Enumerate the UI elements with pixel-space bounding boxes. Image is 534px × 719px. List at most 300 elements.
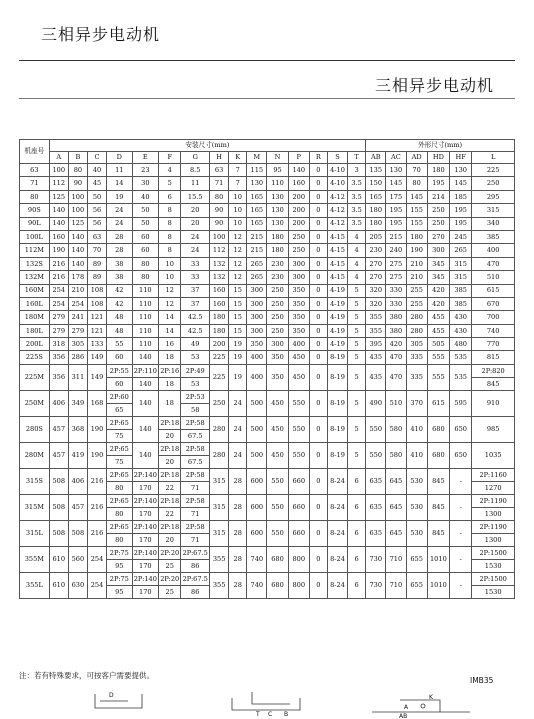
table-cell: 71 [181,481,210,494]
table-cell: 121 [87,311,106,324]
table-row [20,177,515,190]
table-cell: 15.5 [181,190,210,203]
table-cell: 115 [247,164,267,177]
table-cell: - [450,468,472,494]
table-row [20,416,515,429]
table-cell: 600 [247,520,267,546]
table-cell: 280 [406,311,427,324]
table-cell: 2P:110 [132,364,159,377]
column-header-t: T [348,152,366,164]
table-cell: 0 [309,217,327,230]
table-cell: 315 [210,494,229,520]
table-cell: 2P:58 [181,494,210,507]
table-cell: 250 [288,230,309,243]
table-cell: 2P:1500 [472,572,515,585]
table-cell: 180 [210,324,229,337]
table-cell: 315 [450,271,472,284]
table-cell: 470 [386,364,406,390]
table-cell: 650 [450,416,472,442]
frame-cell: 315M [20,494,50,520]
table-cell: 216 [87,468,106,494]
table-cell: 20 [181,217,210,230]
table-cell: 28 [229,494,247,520]
table-cell: 48 [107,311,132,324]
table-cell: 710 [386,572,406,598]
table-cell: 28 [107,244,132,257]
column-header-p: P [288,152,309,164]
table-cell: 3.5 [348,177,366,190]
table-cell: 63 [87,230,106,243]
table-cell: 255 [406,297,427,310]
table-cell: 12 [229,244,247,257]
table-cell: 4-12 [327,190,347,203]
table-cell: 2P:1190 [472,520,515,533]
table-cell: 130 [267,190,288,203]
table-cell: 6 [348,520,366,546]
table-cell: 216 [49,271,68,284]
table-cell: 65 [107,403,132,416]
table-cell: 1270 [472,481,515,494]
foot-outline [252,692,290,704]
table-cell: 680 [267,572,288,598]
table-cell: - [450,494,472,520]
table-cell: 165 [247,204,267,217]
table-cell: 0 [309,311,327,324]
table-cell: 67.5 [181,455,210,468]
table-cell: 5 [348,416,366,442]
table-cell: 1300 [472,533,515,546]
table-cell: 130 [450,164,472,177]
table-cell: 89 [87,257,106,270]
table-cell: 450 [288,351,309,364]
frame-cell: 180L [20,324,50,337]
table-cell: 600 [247,494,267,520]
table-cell: 0 [309,520,327,546]
table-row [20,338,515,351]
table-cell: 410 [406,442,427,468]
table-cell: 280 [210,442,229,468]
table-cell: 100 [68,190,87,203]
table-cell: 205 [366,230,386,243]
table-cell: 0 [309,204,327,217]
table-cell: 5 [159,177,181,190]
table-cell: 550 [267,494,288,520]
table-cell: 100 [68,204,87,217]
table-cell: 4-10 [327,177,347,190]
table-cell: 315 [210,520,229,546]
table-cell: 4-10 [327,164,347,177]
table-cell: 49 [181,338,210,351]
table-cell: 53 [181,377,210,390]
table-cell: 4-19 [327,324,347,337]
table-cell: 270 [427,230,449,243]
table-cell: 370 [406,390,427,416]
table-cell: 0 [309,572,327,598]
table-cell: 140 [49,217,68,230]
table-cell: 89 [87,271,106,284]
table-cell: 28 [229,468,247,494]
table-cell: 845 [427,468,449,494]
table-cell: 3 [348,164,366,177]
column-header-hd: HD [427,152,449,164]
table-cell: 14 [107,177,132,190]
table-row [20,324,515,337]
frame-cell: 132S [20,257,50,270]
table-row [20,311,515,324]
frame-cell: 112M [20,244,50,257]
table-cell: 0 [309,468,327,494]
table-cell: 275 [386,271,406,284]
table-cell: 0 [309,338,327,351]
table-cell: 80 [107,507,132,520]
table-row [20,164,515,177]
table-cell: 11 [107,164,132,177]
frame-cell: 225M [20,364,50,390]
table-cell: 67.5 [181,429,210,442]
table-cell: 100 [210,230,229,243]
frame-cell: 100L [20,230,50,243]
column-header-ad: AD [406,152,427,164]
table-cell: 190 [406,244,427,257]
table-cell: 75 [107,429,132,442]
table-cell: 8 [159,217,181,230]
table-cell: 10 [229,190,247,203]
table-cell: 210 [68,284,87,297]
table-cell: 250 [472,177,515,190]
table-cell: 0 [309,351,327,364]
table-cell: 4-19 [327,338,347,351]
column-header-r: R [309,152,327,164]
table-cell: 230 [267,257,288,270]
mounting-sketch [0,684,534,719]
table-row [20,284,515,297]
table-cell: 112 [210,244,229,257]
table-cell: 985 [472,416,515,442]
table-cell: 160 [210,297,229,310]
table-cell: 2P:65 [107,520,132,533]
table-cell: 200 [288,204,309,217]
table-cell: 22 [159,481,181,494]
table-cell: 165 [366,190,386,203]
column-header-k: K [229,152,247,164]
table-cell: 145 [386,177,406,190]
table-cell: 1300 [472,507,515,520]
table-cell: 0 [309,546,327,572]
table-cell: 535 [450,364,472,390]
table-cell: 5 [348,297,366,310]
table-cell: 121 [87,324,106,337]
table-cell: 1530 [472,585,515,598]
table-cell: 330 [386,297,406,310]
table-cell: 560 [68,546,87,572]
table-cell: 550 [288,416,309,442]
table-cell: 70 [406,164,427,177]
table-cell: 645 [386,520,406,546]
table-cell: 670 [472,297,515,310]
table-cell: 133 [87,338,106,351]
table-cell: 160 [49,230,68,243]
table-cell: 300 [288,271,309,284]
table-cell: 2P:140 [132,572,159,585]
table-cell: 740 [247,572,267,598]
table-cell: 4-15 [327,271,347,284]
table-row [20,244,515,257]
table-cell: 225 [472,164,515,177]
table-cell: 24 [229,442,247,468]
table-cell: 335 [406,351,427,364]
table-cell: 0 [309,190,327,203]
table-cell: 295 [472,190,515,203]
table-cell: 845 [427,520,449,546]
table-cell: 19 [229,338,247,351]
table-cell: 350 [267,364,288,390]
table-row [20,230,515,243]
table-cell: 420 [427,284,449,297]
table-cell: 80 [107,533,132,546]
table-cell: 368 [68,416,87,442]
table-row [20,271,515,284]
table-cell: 5 [348,284,366,297]
table-cell: 190 [87,442,106,468]
table-cell: 71 [210,177,229,190]
table-cell: 18 [159,351,181,364]
table-cell: 2P:18 [159,468,181,481]
table-cell: 355 [366,311,386,324]
table-cell: 0 [309,284,327,297]
table-cell: 395 [366,338,386,351]
table-cell: 178 [68,271,87,284]
table-cell: 56 [87,217,106,230]
table-cell: 60 [107,377,132,390]
table-cell: 155 [406,217,427,230]
frame-cell: 90L [20,217,50,230]
table-cell: 130 [386,164,406,177]
table-cell: 300 [288,257,309,270]
table-cell: 71 [181,507,210,520]
table-cell: 145 [450,177,472,190]
frame-cell: 200L [20,338,50,351]
table-cell: 140 [68,230,87,243]
table-cell: 279 [49,311,68,324]
table-cell: 20 [181,204,210,217]
table-cell: 680 [427,442,449,468]
table-cell: 510 [386,390,406,416]
frame-cell: 80 [20,190,50,203]
table-cell: 345 [427,257,449,270]
sketch-label-B: B [284,711,289,718]
column-header-ac: AC [386,152,406,164]
table-cell: 8.5 [181,164,210,177]
table-cell: 340 [472,217,515,230]
column-header-ab: AB [366,152,386,164]
table-cell: 0 [309,177,327,190]
table-cell: 300 [247,324,267,337]
table-cell: 400 [472,244,515,257]
table-cell: 23 [132,164,159,177]
table-cell: 5 [348,351,366,364]
table-cell: 8-24 [327,546,347,572]
table-cell: 8-19 [327,416,347,442]
sketch-label-D: D [109,692,114,699]
table-cell: 270 [366,271,386,284]
table-cell: 165 [247,190,267,203]
table-cell: 350 [288,311,309,324]
section-title: 三相异步电动机 [374,76,494,95]
table-cell: 345 [427,271,449,284]
table-cell: 680 [427,416,449,442]
sketch-label-C: C [268,711,273,718]
column-header-l: L [472,152,515,164]
table-cell: 11 [181,177,210,190]
table-cell: 216 [49,257,68,270]
table-cell: 160 [210,284,229,297]
table-cell: 845 [472,377,515,390]
table-cell: 50 [132,204,159,217]
table-cell: 2P:75 [107,546,132,559]
table-cell: 530 [406,468,427,494]
table-cell: 279 [68,324,87,337]
table-cell: 28 [229,546,247,572]
table-cell: 15 [229,324,247,337]
dimension-table [19,139,515,599]
table-cell: 305 [68,338,87,351]
table-cell: 2P:67.5 [181,546,210,559]
table-column-header-row [20,152,515,164]
column-header-g: G [181,152,210,164]
table-cell: 0 [309,230,327,243]
column-header-s: S [327,152,347,164]
table-cell: 660 [288,520,309,546]
table-cell: 335 [406,364,427,390]
table-row [20,364,515,377]
table-cell: 550 [267,468,288,494]
table-cell: 140 [132,390,159,416]
table-cell: 200 [210,338,229,351]
table-cell: 740 [247,546,267,572]
table-cell: 149 [87,351,106,364]
table-cell: 195 [450,204,472,217]
table-cell: 530 [406,494,427,520]
table-cell: 90 [210,204,229,217]
table-cell: 195 [386,204,406,217]
table-cell: 410 [406,416,427,442]
table-cell: 2P:1190 [472,494,515,507]
table-cell: 15 [229,284,247,297]
frame-cell: 315S [20,468,50,494]
column-header-b: B [68,152,87,164]
table-cell: 12 [229,230,247,243]
table-cell: 600 [247,468,267,494]
table-cell: 170 [132,481,159,494]
table-cell: 58 [181,403,210,416]
table-cell: 5 [348,338,366,351]
table-cell: 145 [406,190,427,203]
table-cell: 2P:58 [181,442,210,455]
table-cell: 2P:75 [107,572,132,585]
table-row [20,217,515,230]
table-cell: 250 [267,311,288,324]
table-cell: 500 [247,442,267,468]
table-cell: 4-15 [327,244,347,257]
table-cell: 215 [386,230,406,243]
table-cell: 45 [87,177,106,190]
table-cell: 2P:58 [181,468,210,481]
table-cell: 635 [366,520,386,546]
sketch-label-A: A [404,704,409,711]
table-cell: 490 [366,390,386,416]
table-cell: 140 [49,204,68,217]
table-cell: 505 [427,338,449,351]
table-cell: 180 [210,311,229,324]
table-cell: 4 [348,257,366,270]
table-cell: 130 [267,217,288,230]
table-cell: 470 [386,351,406,364]
frame-cell: 280S [20,416,50,442]
table-cell: 635 [366,494,386,520]
table-cell: 450 [288,364,309,390]
table-cell: 140 [132,416,159,442]
table-cell: 190 [49,244,68,257]
table-cell: 15 [229,311,247,324]
table-cell: 175 [386,190,406,203]
table-cell: 635 [366,468,386,494]
table-cell: 230 [267,271,288,284]
table-cell: 60 [132,230,159,243]
table-cell: 225 [210,351,229,364]
table-cell: 95 [107,585,132,598]
table-cell: 4-19 [327,311,347,324]
table-cell: 48 [107,324,132,337]
table-cell: 300 [427,244,449,257]
table-cell: 135 [366,164,386,177]
table-cell: 480 [450,338,472,351]
table-cell: 530 [406,520,427,546]
table-cell: 2P:820 [472,364,515,377]
table-cell: 165 [247,217,267,230]
table-cell: 86 [181,585,210,598]
table-cell: 5 [348,390,366,416]
table-cell: 240 [386,244,406,257]
install-dimensions-header: 安装尺寸(mm) [49,140,365,152]
column-header-e: E [132,152,159,164]
table-row [20,204,515,217]
table-cell: 110 [132,284,159,297]
table-cell: 28 [229,520,247,546]
table-cell: 15 [229,297,247,310]
table-cell: 350 [288,324,309,337]
table-cell: 320 [366,284,386,297]
table-cell: 4-15 [327,230,347,243]
table-cell: 320 [366,297,386,310]
table-cell: 155 [406,204,427,217]
table-cell: 550 [288,390,309,416]
table-row [20,190,515,203]
column-header-c: C [87,152,106,164]
table-cell: 4 [348,271,366,284]
table-cell: 108 [87,284,106,297]
frame-cell: 280M [20,442,50,468]
table-cell: 580 [386,416,406,442]
table-cell: 500 [247,416,267,442]
table-cell: 305 [406,338,427,351]
table-cell: 6 [159,190,181,203]
table-cell: 20 [159,429,181,442]
table-cell: 0 [309,164,327,177]
table-cell: 8-24 [327,572,347,598]
frame-cell: 225S [20,351,50,364]
table-cell: 71 [181,533,210,546]
table-cell: 180 [366,204,386,217]
